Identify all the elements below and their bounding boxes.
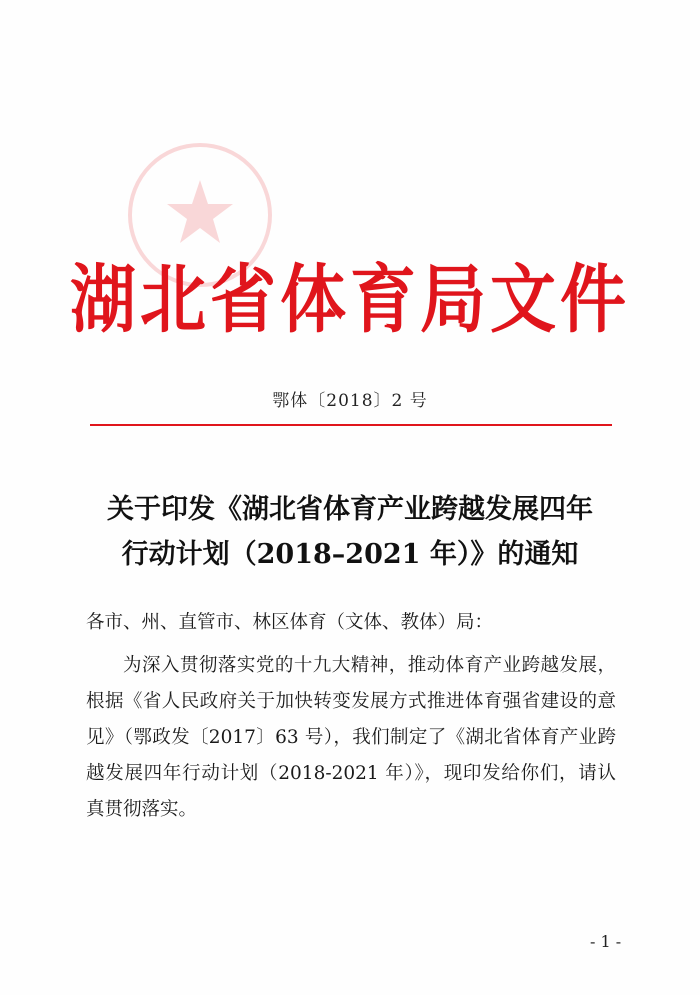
page-number: - 1 - <box>590 932 622 951</box>
red-divider <box>90 424 612 426</box>
salutation: 各市、州、直管市、林区体育（文体、教体）局： <box>86 612 494 633</box>
notice-title-line-1: 关于印发《湖北省体育产业跨越发展四年 <box>107 494 593 525</box>
masthead-title: 湖北省体育局文件 <box>70 256 630 344</box>
body-paragraph: 为深入贯彻落实党的十九大精神，推动体育产业跨越发展，根据《省人民政府关于加快转变发展方式推进体育强省建设的意见》（鄂政发〔2017〕63 号），我们制定了《湖北省体育产业跨越发展四年行动计划（2018-2021 年）》，现印发给你们，请认真贯彻落实。 <box>86 655 616 820</box>
notice-title-line-2: 行动计划（2018–2021 年）》的通知 <box>121 539 579 570</box>
document-number: 鄂体〔2018〕2 号 <box>272 391 428 411</box>
